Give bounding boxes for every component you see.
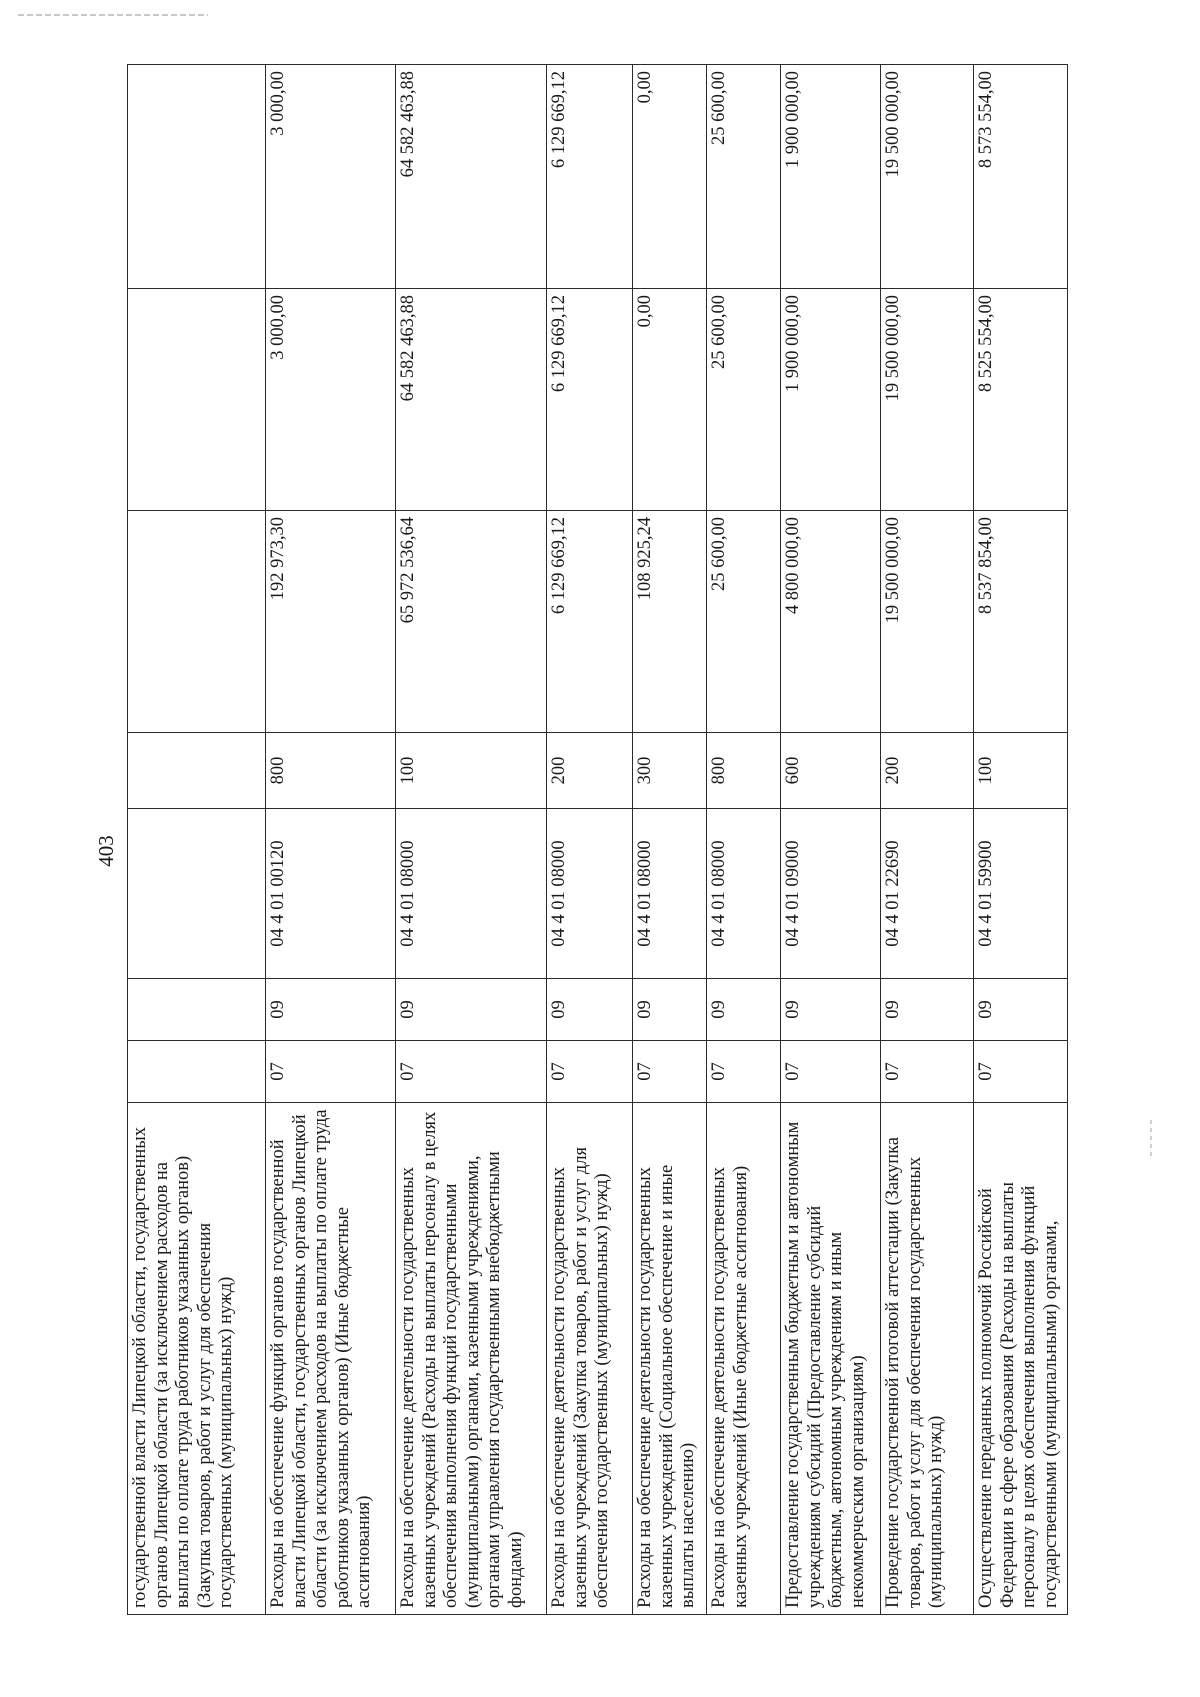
amount-year-3: [128, 65, 266, 289]
subsection-code: 09: [396, 979, 547, 1041]
table-row: [547, 65, 633, 1615]
amount-year-1: 4 800 000,00: [781, 511, 881, 733]
subsection-code: 09: [881, 979, 974, 1041]
section-code: [128, 1041, 266, 1103]
row-description: Расходы на обеспечение деятельности государственных казенных учреждений (Расходы на выплаты персоналу в целях обеспечения выполнения функций государственными (муниципальными) органами, казенными учреждениями, органами управления государственными внебюджетными фондами): [396, 1103, 547, 1615]
target-article-code: 04 4 01 08000: [707, 809, 781, 979]
subsection-code: 09: [633, 979, 707, 1041]
row-description: Проведение государственной итоговой аттестации (Закупка товаров, работ и услуг для обеспечения государственных (муниципальных) нужд): [881, 1103, 974, 1615]
amount-year-3: 1 900 000,00: [781, 65, 881, 289]
budget-table: [127, 64, 1068, 1615]
page-number: 403: [94, 835, 118, 867]
expense-type-code: 600: [781, 733, 881, 809]
amount-year-2: [128, 289, 266, 511]
subsection-code: 09: [547, 979, 633, 1041]
expense-type-code: [128, 733, 266, 809]
table-row: [881, 65, 974, 1615]
amount-year-1: 6 129 669,12: [547, 511, 633, 733]
section-code: 07: [633, 1041, 707, 1103]
row-description: Расходы на обеспечение деятельности государственных казенных учреждений (Закупка товаров, работ и услуг для обеспечения государственных (муниципальных) нужд): [547, 1103, 633, 1615]
table-body: [128, 65, 1068, 1615]
row-description: Расходы на обеспечение деятельности государственных казенных учреждений (Социальное обеспечение и иные выплаты населению): [633, 1103, 707, 1615]
target-article-code: [128, 809, 266, 979]
amount-year-2: 25 600,00: [707, 289, 781, 511]
table-row: [633, 65, 707, 1615]
expense-type-code: 200: [547, 733, 633, 809]
expense-type-code: 200: [881, 733, 974, 809]
amount-year-1: 108 925,24: [633, 511, 707, 733]
amount-year-2: 64 582 463,88: [396, 289, 547, 511]
subsection-code: 09: [707, 979, 781, 1041]
table-row: [781, 65, 881, 1615]
expense-type-code: 300: [633, 733, 707, 809]
subsection-code: 09: [266, 979, 396, 1041]
subsection-code: [128, 979, 266, 1041]
amount-year-1: 192 973,30: [266, 511, 396, 733]
target-article-code: 04 4 01 00120: [266, 809, 396, 979]
target-article-code: 04 4 01 08000: [547, 809, 633, 979]
table-row: [266, 65, 396, 1615]
table-row: [707, 65, 781, 1615]
amount-year-3: 8 573 554,00: [974, 65, 1068, 289]
row-description: Предоставление государственным бюджетным и автономным учреждениям субсидий (Предоставление субсидий бюджетным, автономным учреждениям и иным некоммерческим организациям): [781, 1103, 881, 1615]
amount-year-1: 8 537 854,00: [974, 511, 1068, 733]
amount-year-2: 8 525 554,00: [974, 289, 1068, 511]
expense-type-code: 800: [707, 733, 781, 809]
rotated-table-container: [127, 65, 1067, 1615]
row-description: государственной власти Липецкой области, государственных органов Липецкой области (за исключением расходов на выплаты по оплате труда работников указанных органов) (Закупка товаров, работ и услуг для обеспечения государственных (муниципальных) нужд): [128, 1103, 266, 1615]
row-description: Расходы на обеспечение функций органов государственной власти Липецкой области, государственных органов Липецкой области (за исключением расходов на выплаты по оплате труда работников указанных органов) (Иные бюджетные ассигнования): [266, 1103, 396, 1615]
amount-year-1: 25 600,00: [707, 511, 781, 733]
subsection-code: 09: [974, 979, 1068, 1041]
section-code: 07: [974, 1041, 1068, 1103]
target-article-code: 04 4 01 09000: [781, 809, 881, 979]
amount-year-1: 65 972 536,64: [396, 511, 547, 733]
section-code: 07: [547, 1041, 633, 1103]
row-description: Осуществление переданных полномочий Российской Федерации в сфере образования (Расходы на выплаты персоналу в целях обеспечения выполнения функций государственными (муниципальными) органами,: [974, 1103, 1068, 1615]
amount-year-1: 19 500 000,00: [881, 511, 974, 733]
table-row: [974, 65, 1068, 1615]
amount-year-3: 3 000,00: [266, 65, 396, 289]
target-article-code: 04 4 01 08000: [633, 809, 707, 979]
section-code: 07: [396, 1041, 547, 1103]
table-row: [396, 65, 547, 1615]
target-article-code: 04 4 01 22690: [881, 809, 974, 979]
target-article-code: 04 4 01 59900: [974, 809, 1068, 979]
amount-year-2: 6 129 669,12: [547, 289, 633, 511]
scan-artifact-right: [1150, 1120, 1152, 1160]
expense-type-code: 100: [974, 733, 1068, 809]
amount-year-3: 19 500 000,00: [881, 65, 974, 289]
amount-year-2: 1 900 000,00: [781, 289, 881, 511]
row-description: Расходы на обеспечение деятельности государственных казенных учреждений (Иные бюджетные ассигнования): [707, 1103, 781, 1615]
amount-year-2: 19 500 000,00: [881, 289, 974, 511]
section-code: 07: [781, 1041, 881, 1103]
amount-year-3: 6 129 669,12: [547, 65, 633, 289]
table-row: [128, 65, 266, 1615]
section-code: 07: [881, 1041, 974, 1103]
target-article-code: 04 4 01 08000: [396, 809, 547, 979]
scan-artifact-top: [18, 14, 208, 16]
amount-year-3: 64 582 463,88: [396, 65, 547, 289]
amount-year-3: 0,00: [633, 65, 707, 289]
expense-type-code: 800: [266, 733, 396, 809]
amount-year-2: 0,00: [633, 289, 707, 511]
amount-year-1: [128, 511, 266, 733]
section-code: 07: [707, 1041, 781, 1103]
amount-year-2: 3 000,00: [266, 289, 396, 511]
subsection-code: 09: [781, 979, 881, 1041]
amount-year-3: 25 600,00: [707, 65, 781, 289]
section-code: 07: [266, 1041, 396, 1103]
expense-type-code: 100: [396, 733, 547, 809]
